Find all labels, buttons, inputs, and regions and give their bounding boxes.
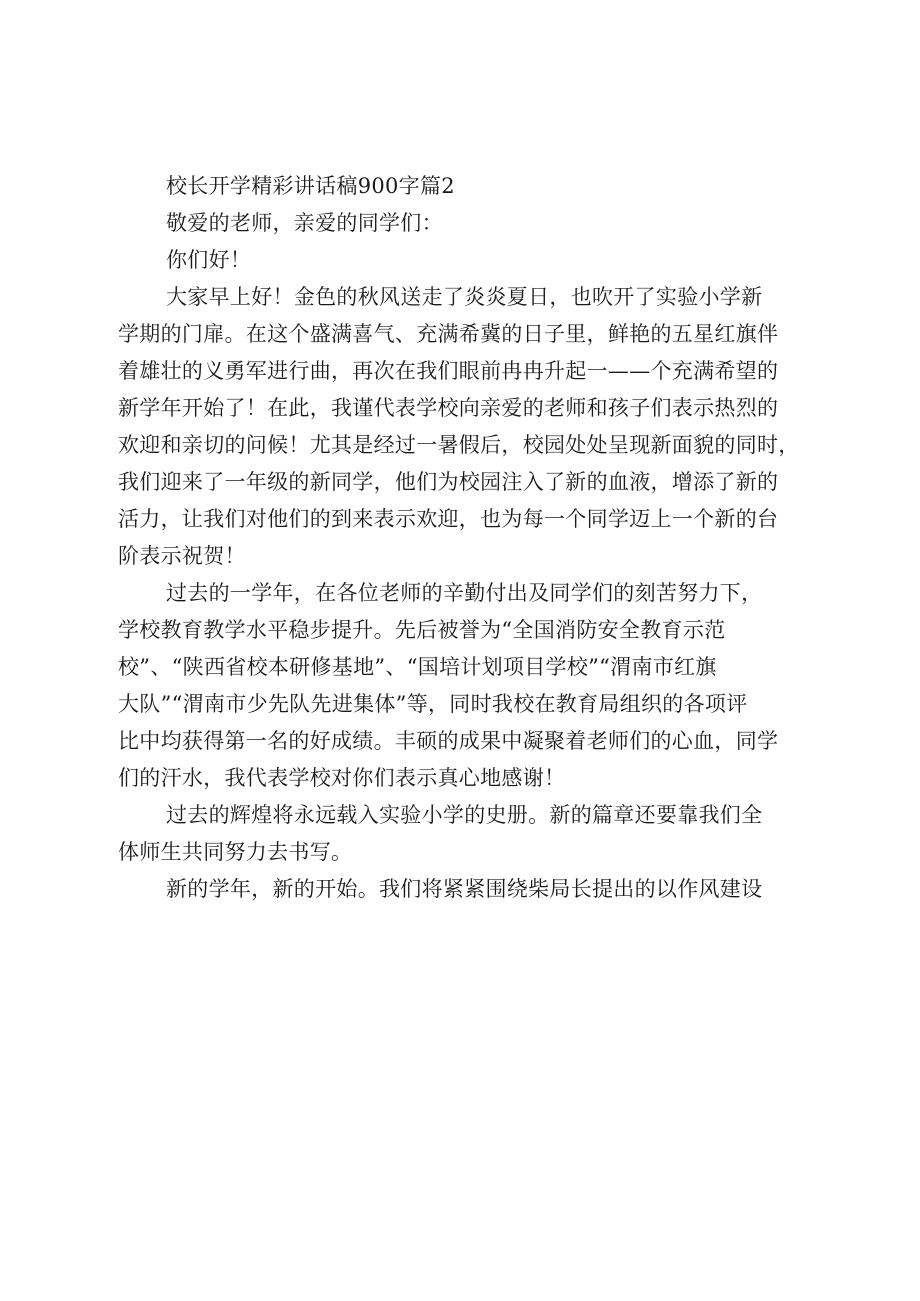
- paragraph-line: 大队”“渭南市少先队先进集体”等，同时我校在教育局组织的各项评: [118, 692, 748, 716]
- paragraph-line: 着雄壮的义勇军进行曲，再次在我们眼前冉冉升起一——个充满希望的: [118, 359, 779, 383]
- paragraph-2: [118, 575, 834, 797]
- greeting: 你们好！: [166, 248, 252, 272]
- paragraph-line: 体师生共同努力去书写。: [118, 840, 353, 864]
- paragraph-line: 们的汗水，我代表学校对你们表示真心地感谢！: [118, 766, 566, 790]
- paragraph-line: 学校教育教学水平稳步提升。先后被誉为“全国消防安全教育示范: [118, 618, 726, 642]
- paragraph-line: 新的学年，新的开始。我们将紧紧围绕柴局长提出的以作风建设: [166, 877, 763, 901]
- paragraph-line: 欢迎和亲切的问候！尤其是经过一暑假后，校园处处呈现新面貌的同时，: [118, 433, 800, 457]
- paragraph-1: [118, 279, 834, 575]
- paragraph-line: 阶表示祝贺！: [118, 544, 246, 568]
- paragraph-line: 学期的门扉。在这个盛满喜气、充满希冀的日子里，鲜艳的五星红旗伴: [118, 322, 779, 346]
- paragraph-4: [118, 871, 834, 908]
- paragraph-line: 活力，让我们对他们的到来表示欢迎，也为每一个同学迈上一个新的台: [118, 507, 779, 531]
- paragraph-line: 比中均获得第一名的好成绩。丰硕的成果中凝聚着老师们的心血，同学: [118, 729, 779, 753]
- paragraph-line: 校”、“陕西省校本研修基地”、“国培计划项目学校”“渭南市红旗: [118, 655, 717, 679]
- document-page: [118, 168, 834, 908]
- paragraph-line: 过去的一学年，在各位老师的辛勤付出及同学们的刻苦努力下，: [166, 581, 763, 605]
- paragraph-line: 我们迎来了一年级的新同学，他们为校园注入了新的血液，增添了新的: [118, 470, 779, 494]
- paragraph-line: 过去的辉煌将永远载入实验小学的史册。新的篇章还要靠我们全: [166, 803, 763, 827]
- paragraph-3: [118, 797, 834, 871]
- salutation: 敬爱的老师，亲爱的同学们：: [166, 211, 443, 235]
- paragraph-line: 大家早上好！金色的秋风送走了炎炎夏日，也吹开了实验小学新: [166, 285, 763, 309]
- paragraph-line: 新学年开始了！在此，我谨代表学校向亲爱的老师和孩子们表示热烈的: [118, 396, 779, 420]
- document-title: 校长开学精彩讲话稿900字篇2: [166, 174, 455, 198]
